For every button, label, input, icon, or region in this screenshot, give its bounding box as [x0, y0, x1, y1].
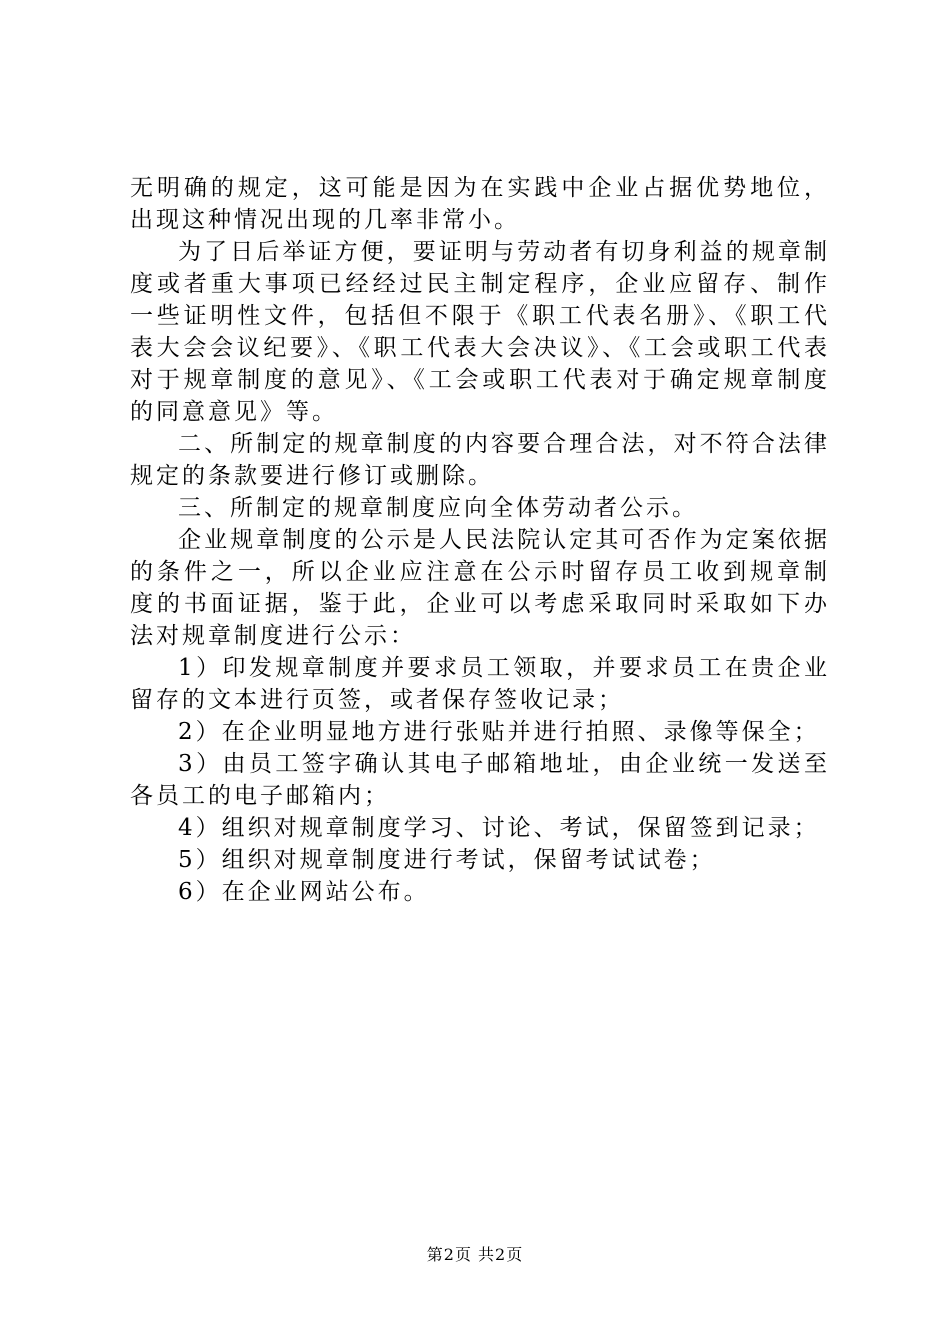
paragraph-4: 三、所制定的规章制度应向全体劳动者公示。 — [178, 495, 698, 521]
page-footer: 第2页 共2页 — [426, 1245, 524, 1264]
list-item-4: 4）组织对规章制度学习、讨论、考试，保留签到记录； — [178, 815, 820, 841]
list-item-1: 1）印发规章制度并要求员工领取，并要求员工在贵企业留存的文本进行页签，或者保存签收记录； — [130, 655, 830, 713]
list-item-2: 2）在企业明显地方进行张贴并进行拍照、录像等保全； — [178, 719, 820, 745]
list-item-5: 5）组织对规章制度进行考试，保留考试试卷； — [178, 847, 716, 873]
document-body — [130, 172, 830, 908]
paragraph-5: 企业规章制度的公示是人民法院认定其可否作为定案依据的条件之一，所以企业应注意在公示时留存员工收到规章制度的书面证据，鉴于此，企业可以考虑采取同时采取如下办法对规章制度进行公示： — [130, 527, 830, 649]
list-item-6: 6）在企业网站公布。 — [178, 879, 430, 905]
paragraph-3: 二、所制定的规章制度的内容要合理合法，对不符合法律规定的条款要进行修订或删除。 — [130, 431, 830, 489]
paragraph-2: 为了日后举证方便，要证明与劳动者有切身利益的规章制度或者重大事项已经经过民主制定程序，企业应留存、制作一些证明性文件，包括但不限于《职工代表名册》、《职工代表大会会议纪要》、《职工代表大会决议》、《工会或职工代表对于规章制度的意见》、《工会或职工代表对于确定规章制度的同意意见》等。 — [130, 239, 830, 425]
list-item-3: 3）由员工签字确认其电子邮箱地址，由企业统一发送至各员工的电子邮箱内； — [130, 751, 830, 809]
paragraph-1: 无明确的规定，这可能是因为在实践中企业占据优势地位，出现这种情况出现的几率非常小。 — [130, 175, 830, 233]
